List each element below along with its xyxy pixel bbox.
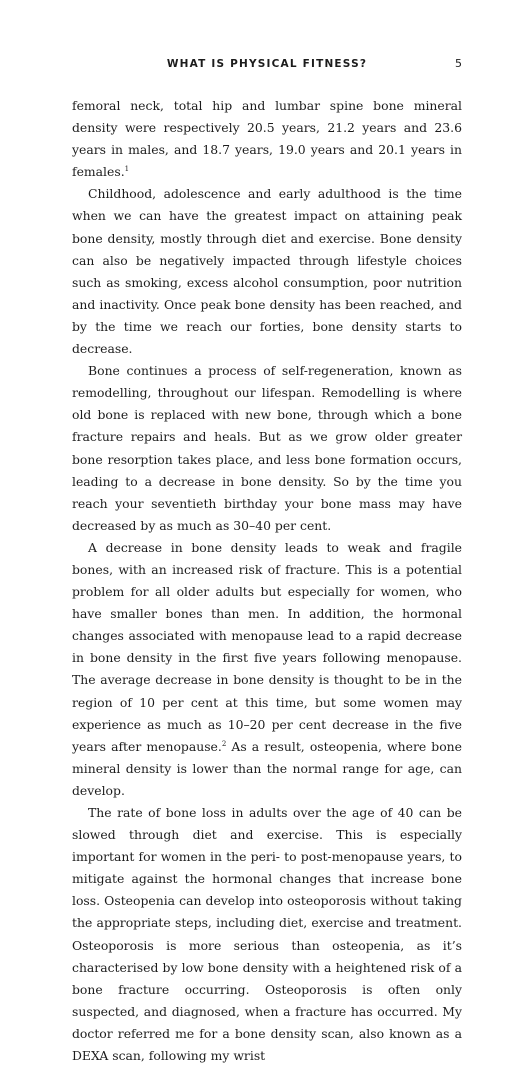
paragraph-text: The rate of bone loss in adults over the age of 40 can be slowed through diet and exercise. This is especially important for women in the peri- to post-menopause years, to mitigate against the hormonal changes that increase bone loss. Osteopenia can develop into osteoporosis without taking the appropriate steps, including diet, exercise and treatment. Osteoporosis is more serious than osteopenia, as it’s characterised by low bone density with a heightened risk of a bone fracture occurring. Osteoporosis is often only suspected, and diagnosed, when a fracture has occurred. My doctor referred me for a bone density scan, also known as a DEXA scan, following my wrist bbox=[72, 805, 462, 1064]
paragraph bbox=[72, 183, 462, 360]
page-number: 5 bbox=[455, 57, 462, 70]
body-text bbox=[72, 95, 462, 1067]
running-title: WHAT IS PHYSICAL FITNESS? bbox=[166, 58, 368, 70]
paragraph-text: femoral neck, total hip and lumbar spine bone mineral density were respectively 20.5 years, 21.2 years and 23.6 years in males, and 18.7 years, 19.0 years and 20.1 years in females. bbox=[72, 98, 462, 180]
paragraph-continuation bbox=[72, 95, 462, 183]
paragraph-text-continued: As a result, osteopenia, where bone mineral density is lower than the normal range for age, can develop. bbox=[72, 738, 462, 798]
paragraph-text: A decrease in bone density leads to weak and fragile bones, with an increased risk of fracture. This is a potential problem for all older adults but especially for women, who have smaller bones than men. In addition, the hormonal changes associated with menopause lead to a rapid decrease in bone density in the first five years following menopause. The average decrease in bone density is thought to be in the region of 10 per cent at this time, but some women may experience as much as 10–20 per cent decrease in the five years after menopause. bbox=[72, 539, 462, 754]
paragraph-text: Bone continues a process of self-regeneration, known as remodelling, throughout our lifespan. Remodelling is where old bone is replaced with new bone, through which a bone fracture repairs and heals. But as we grow older greater bone resorption takes place, and less bone formation occurs, leading to a decrease in bone density. So by the time you reach your seventieth birthday your bone mass may have decreased by as much as 30–40 per cent. bbox=[72, 363, 462, 533]
paragraph bbox=[72, 360, 462, 537]
running-head bbox=[72, 56, 462, 72]
paragraph bbox=[72, 537, 462, 802]
footnote-marker: 1 bbox=[124, 165, 130, 174]
paragraph-text: Childhood, adolescence and early adulthood is the time when we can have the greatest impact on attaining peak bone density, mostly through diet and exercise. Bone density can also be negatively impacted through lifestyle choices such as smoking, excess alcohol consumption, poor nutrition and inactivity. Once peak bone density has been reached, and by the time we reach our forties, bone density starts to decrease. bbox=[72, 186, 462, 357]
paragraph bbox=[72, 802, 462, 1067]
footnote-marker: 2 bbox=[221, 739, 227, 748]
